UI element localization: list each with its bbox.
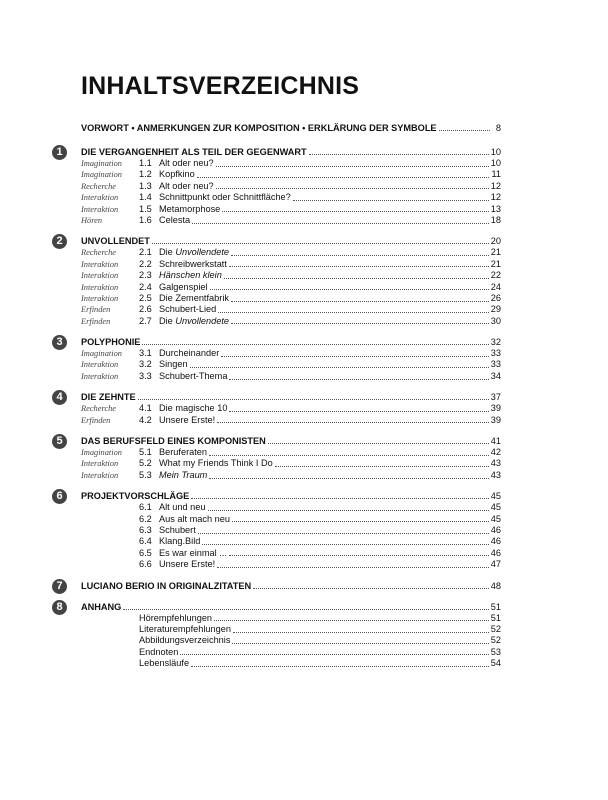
chapter-title: DAS BERUFSFELD EINES KOMPONISTEN	[81, 436, 266, 447]
entry-title-text: Celesta	[159, 214, 191, 225]
entry-title-text: Unsere Erste!	[159, 414, 216, 425]
chapter-number-badge: 7	[52, 579, 67, 594]
entry-category: Hören	[81, 215, 103, 225]
page-number: 32	[490, 337, 501, 348]
entry-title	[159, 247, 229, 258]
page-number: 39	[490, 403, 501, 414]
chapter-block	[52, 580, 501, 592]
toc-entry	[81, 192, 501, 203]
toc-entry	[81, 502, 501, 513]
toc-entry	[81, 204, 501, 215]
chapter-title: UNVOLLENDET	[81, 236, 150, 247]
leader-dots	[138, 392, 489, 400]
leader-dots	[268, 436, 489, 444]
entry-number: 1.5	[139, 203, 152, 214]
chapter-block	[52, 336, 501, 382]
chapter-block	[52, 601, 501, 670]
entry-number: 6.1	[139, 502, 152, 513]
entry-number: 6.5	[139, 547, 152, 558]
entry-title	[159, 270, 222, 281]
entry-title-text: What my Friends Think I Do	[159, 458, 273, 469]
page-number: 13	[490, 203, 501, 214]
leader-dots	[210, 282, 489, 290]
toc-entry	[81, 270, 501, 281]
entry-title-text: Metamorphose	[159, 203, 221, 214]
leader-dots	[229, 548, 489, 556]
toc-entry	[81, 447, 501, 458]
chapter-heading	[81, 336, 501, 348]
entry-number: 1.4	[139, 192, 152, 203]
chapter-number-badge: 1	[52, 145, 67, 160]
appendix-entry	[81, 658, 501, 669]
toc-entry	[81, 169, 501, 180]
entry-number: 1.3	[139, 180, 152, 191]
appendix-entry	[81, 624, 501, 635]
entry-number: 2.2	[139, 258, 152, 269]
entry-title-text: Singen	[159, 359, 188, 370]
page-number: 46	[490, 536, 501, 547]
leader-dots	[123, 602, 488, 610]
page-number: 37	[490, 392, 501, 403]
entry-category: Erfinden	[81, 305, 111, 315]
appendix-title: Lebensläufe	[139, 658, 190, 669]
chapter-number-badge: 8	[52, 600, 67, 615]
page-number: 33	[490, 348, 501, 359]
page-number: 47	[490, 559, 501, 570]
entry-number: 6.3	[139, 524, 152, 535]
entry-title	[159, 282, 208, 293]
appendix-entry	[81, 647, 501, 658]
toc-entry	[81, 415, 501, 426]
entry-title	[159, 192, 291, 203]
page-number: 48	[490, 580, 501, 591]
toc-entry	[81, 259, 501, 270]
entry-number: 2.4	[139, 281, 152, 292]
entry-category: Interaktion	[81, 470, 119, 480]
entry-category: Imagination	[81, 349, 122, 359]
entry-title-text: Die Zementfabrik	[159, 292, 229, 303]
entry-category: Interaktion	[81, 459, 119, 469]
leader-dots	[231, 294, 489, 302]
toc-entry	[81, 403, 501, 414]
page-number: 33	[490, 359, 501, 370]
chapter-list	[52, 146, 501, 670]
page-number: 45	[490, 502, 501, 513]
chapter-title: DIE VERGANGENHEIT ALS TEIL DER GEGENWART	[81, 147, 307, 157]
toc-entry	[81, 470, 501, 481]
leader-dots	[222, 204, 488, 212]
chapter-heading	[81, 580, 501, 592]
leader-dots	[293, 193, 489, 201]
leader-dots	[152, 236, 489, 244]
toc-entry	[81, 316, 501, 327]
entry-title	[159, 447, 207, 458]
entry-title-text: Kopfkino	[159, 169, 195, 180]
toc-entry	[81, 215, 501, 226]
entry-title	[159, 536, 200, 547]
page-number: 11	[491, 169, 501, 180]
leader-dots	[209, 471, 488, 479]
page-number: 12	[490, 192, 501, 203]
toc-entry	[81, 304, 501, 315]
leader-dots	[202, 537, 488, 545]
entry-title	[159, 559, 215, 570]
entry-title-text: Beruferaten	[159, 447, 208, 458]
chapter-block	[52, 146, 501, 226]
leader-dots	[191, 659, 489, 667]
leader-dots	[180, 647, 488, 655]
leader-dots	[214, 613, 489, 621]
table-of-contents	[52, 122, 501, 679]
entry-title	[159, 458, 273, 469]
leader-dots	[216, 181, 489, 189]
toc-entry	[81, 559, 501, 570]
entry-category: Interaktion	[81, 293, 119, 303]
entry-title-text: Schubert	[159, 524, 196, 535]
page-number: 43	[490, 458, 501, 469]
entry-category: Interaktion	[81, 204, 119, 214]
entry-category: Recherche	[81, 181, 117, 191]
leader-dots	[439, 123, 490, 131]
toc-entry	[81, 348, 501, 359]
entry-number: 4.2	[139, 414, 152, 425]
entry-title	[159, 415, 215, 426]
page-number: 41	[490, 436, 501, 447]
entry-title-text: Klang.Bild	[159, 536, 201, 547]
page-number: 45	[490, 513, 501, 524]
entry-number: 6.4	[139, 536, 152, 547]
entry-number: 5.3	[139, 469, 152, 480]
toc-entry	[81, 181, 501, 192]
page-title: INHALTSVERZEICHNIS	[81, 72, 360, 100]
chapter-block	[52, 391, 501, 426]
leader-dots	[217, 415, 489, 423]
entry-title-text: Durcheinander	[159, 348, 220, 359]
entry-title	[159, 316, 229, 327]
toc-entry	[81, 359, 501, 370]
toc-entry	[81, 282, 501, 293]
entry-title-text: Aus alt mach neu	[159, 513, 230, 524]
entry-title	[159, 525, 196, 536]
entry-number: 1.2	[139, 169, 152, 180]
appendix-title: Endnoten	[139, 646, 179, 657]
leader-dots	[229, 404, 488, 412]
entry-number: 3.2	[139, 359, 152, 370]
entry-title-text: Die magische 10	[159, 403, 228, 414]
entry-title	[159, 371, 227, 382]
page-number: 54	[490, 658, 501, 669]
entry-number: 3.3	[139, 370, 152, 381]
entry-title-text: Alt und neu	[159, 502, 206, 513]
entry-title-text: Schubert-Thema	[159, 370, 228, 381]
chapter-heading	[81, 235, 501, 247]
entry-title-text: Die	[159, 247, 176, 258]
entry-category: Recherche	[81, 404, 117, 414]
toc-entry	[81, 247, 501, 258]
chapter-title: POLYPHONIE	[81, 337, 141, 348]
entry-title	[159, 403, 227, 414]
entry-title	[159, 158, 214, 169]
entry-title-text: Unsere Erste!	[159, 559, 216, 570]
entry-category: Imagination	[81, 170, 122, 180]
entry-number: 6.2	[139, 513, 152, 524]
leader-dots	[191, 491, 489, 499]
page-number: 10	[490, 158, 501, 168]
chapter-number-badge: 5	[52, 434, 67, 449]
page-number: 18	[490, 214, 501, 225]
chapter-block	[52, 235, 501, 327]
entry-category: Interaktion	[81, 193, 119, 203]
chapter-block	[52, 490, 501, 570]
entry-number: 2.6	[139, 304, 152, 315]
page-number: 24	[490, 281, 501, 292]
leader-dots	[229, 372, 488, 380]
entry-number: 2.1	[139, 247, 152, 258]
entry-number: 4.1	[139, 403, 152, 414]
entry-title-text: Die	[159, 315, 176, 326]
leader-dots	[221, 349, 488, 357]
page-number: 12	[490, 180, 501, 191]
leader-dots	[197, 170, 490, 178]
toc-entry	[81, 514, 501, 525]
entry-title-text: Schreibwerkstatt	[159, 258, 227, 269]
page-number: 52	[490, 635, 501, 646]
leader-dots	[275, 459, 489, 467]
entry-number: 5.2	[139, 458, 152, 469]
leader-dots	[208, 503, 489, 511]
page-number: 21	[490, 258, 501, 269]
leader-dots	[192, 216, 489, 224]
entry-title	[159, 259, 227, 270]
chapter-number-badge: 6	[52, 489, 67, 504]
page-number: 21	[490, 247, 501, 258]
page-number: 52	[490, 623, 501, 634]
chapter-heading	[81, 601, 501, 613]
leader-dots	[231, 248, 489, 256]
preface-text: VORWORT • ANMERKUNGEN ZUR KOMPOSITION • ERKLÄRUNG DER SYMBOLE	[81, 123, 437, 133]
entry-title	[159, 470, 207, 481]
page-number: 10	[490, 147, 501, 157]
toc-entry	[81, 458, 501, 469]
entry-title-text: Galgenspiel	[159, 281, 208, 292]
toc-entry	[81, 293, 501, 304]
chapter-title: LUCIANO BERIO IN ORIGINALZITATEN	[81, 580, 252, 591]
toc-entry	[81, 371, 501, 382]
entry-category: Erfinden	[81, 415, 111, 425]
chapter-heading	[81, 435, 501, 447]
entry-title	[159, 169, 195, 180]
entry-category: Erfinden	[81, 316, 111, 326]
chapter-heading	[81, 391, 501, 403]
entry-number: 2.3	[139, 270, 152, 281]
leader-dots	[198, 526, 489, 534]
page-number: 8	[495, 123, 501, 133]
entry-title-text: Alt oder neu?	[159, 180, 214, 191]
entry-title	[159, 293, 229, 304]
page-number: 22	[490, 270, 501, 281]
chapter-number-badge: 2	[52, 234, 67, 249]
leader-dots	[224, 271, 489, 279]
entry-number: 2.5	[139, 292, 152, 303]
entry-title	[159, 204, 220, 215]
page-number: 39	[490, 414, 501, 425]
chapter-number-badge: 4	[52, 390, 67, 405]
entry-category: Interaktion	[81, 282, 119, 292]
preface-line	[81, 122, 501, 134]
leader-dots	[209, 448, 489, 456]
appendix-title: Hörempfehlungen	[139, 612, 213, 623]
entry-title-text: Es war einmal ...	[159, 547, 227, 558]
entry-number: 5.1	[139, 447, 152, 458]
page-number: 34	[490, 370, 501, 381]
entry-title	[159, 181, 214, 192]
chapter-title: PROJEKTVORSCHLÄGE	[81, 491, 190, 502]
entry-title	[159, 502, 206, 513]
entry-title-text: Schubert-Lied	[159, 304, 217, 315]
leader-dots	[216, 159, 489, 167]
entry-category: Imagination	[81, 159, 122, 168]
entry-category: Imagination	[81, 448, 122, 458]
chapter-title: ANHANG	[81, 601, 122, 612]
chapter-number-badge: 3	[52, 335, 67, 350]
leader-dots	[217, 560, 489, 568]
toc-entry	[81, 536, 501, 547]
chapter-heading	[81, 490, 501, 502]
entry-number: 1.1	[139, 158, 152, 168]
entry-title-italic: Unvollendete	[175, 247, 229, 258]
entry-title	[159, 348, 219, 359]
leader-dots	[190, 360, 489, 368]
chapter-title: DIE ZEHNTE	[81, 392, 136, 403]
entry-category: Interaktion	[81, 360, 119, 370]
leader-dots	[218, 305, 489, 313]
leader-dots	[232, 514, 489, 522]
leader-dots	[309, 147, 489, 155]
leader-dots	[142, 337, 488, 345]
leader-dots	[229, 259, 489, 267]
entry-title-text: Alt oder neu?	[159, 158, 214, 168]
page-number: 46	[490, 547, 501, 558]
page-number: 42	[490, 447, 501, 458]
page-number: 46	[490, 524, 501, 535]
appendix-title: Literaturempfehlungen	[139, 623, 231, 634]
entry-number: 1.6	[139, 214, 152, 225]
leader-dots	[233, 625, 489, 633]
entry-number: 3.1	[139, 348, 152, 359]
appendix-title: Abbildungsverzeichnis	[139, 635, 231, 646]
leader-dots	[232, 636, 488, 644]
chapter-block	[52, 435, 501, 481]
page-number: 29	[490, 304, 501, 315]
leader-dots	[231, 316, 489, 324]
page-number: 26	[490, 292, 501, 303]
entry-title-text: Schnittpunkt oder Schnittfläche?	[159, 192, 291, 203]
leader-dots	[253, 581, 489, 589]
entry-number: 2.7	[139, 315, 152, 326]
page-number: 30	[490, 315, 501, 326]
entry-title	[159, 304, 216, 315]
page-number: 51	[490, 612, 501, 623]
page-number: 20	[490, 236, 501, 247]
page-number: 53	[490, 646, 501, 657]
entry-title	[159, 215, 190, 226]
entry-category: Interaktion	[81, 259, 119, 269]
page-number: 43	[490, 469, 501, 480]
appendix-entry	[81, 635, 501, 646]
page-number: 51	[490, 601, 501, 612]
entry-title-italic: Hänschen klein	[159, 270, 222, 281]
entry-title	[159, 359, 188, 370]
appendix-entry	[81, 613, 501, 624]
toc-entry	[81, 548, 501, 559]
entry-title	[159, 548, 227, 559]
page-number: 45	[490, 491, 501, 502]
toc-entry	[81, 525, 501, 536]
entry-title-italic: Unvollendete	[175, 315, 229, 326]
entry-category: Recherche	[81, 248, 117, 258]
entry-category: Interaktion	[81, 371, 119, 381]
entry-title	[159, 514, 230, 525]
toc-entry	[81, 158, 501, 169]
entry-title-italic: Mein Traum	[159, 469, 208, 480]
entry-category: Interaktion	[81, 271, 119, 281]
entry-number: 6.6	[139, 559, 152, 570]
chapter-heading	[81, 146, 501, 158]
